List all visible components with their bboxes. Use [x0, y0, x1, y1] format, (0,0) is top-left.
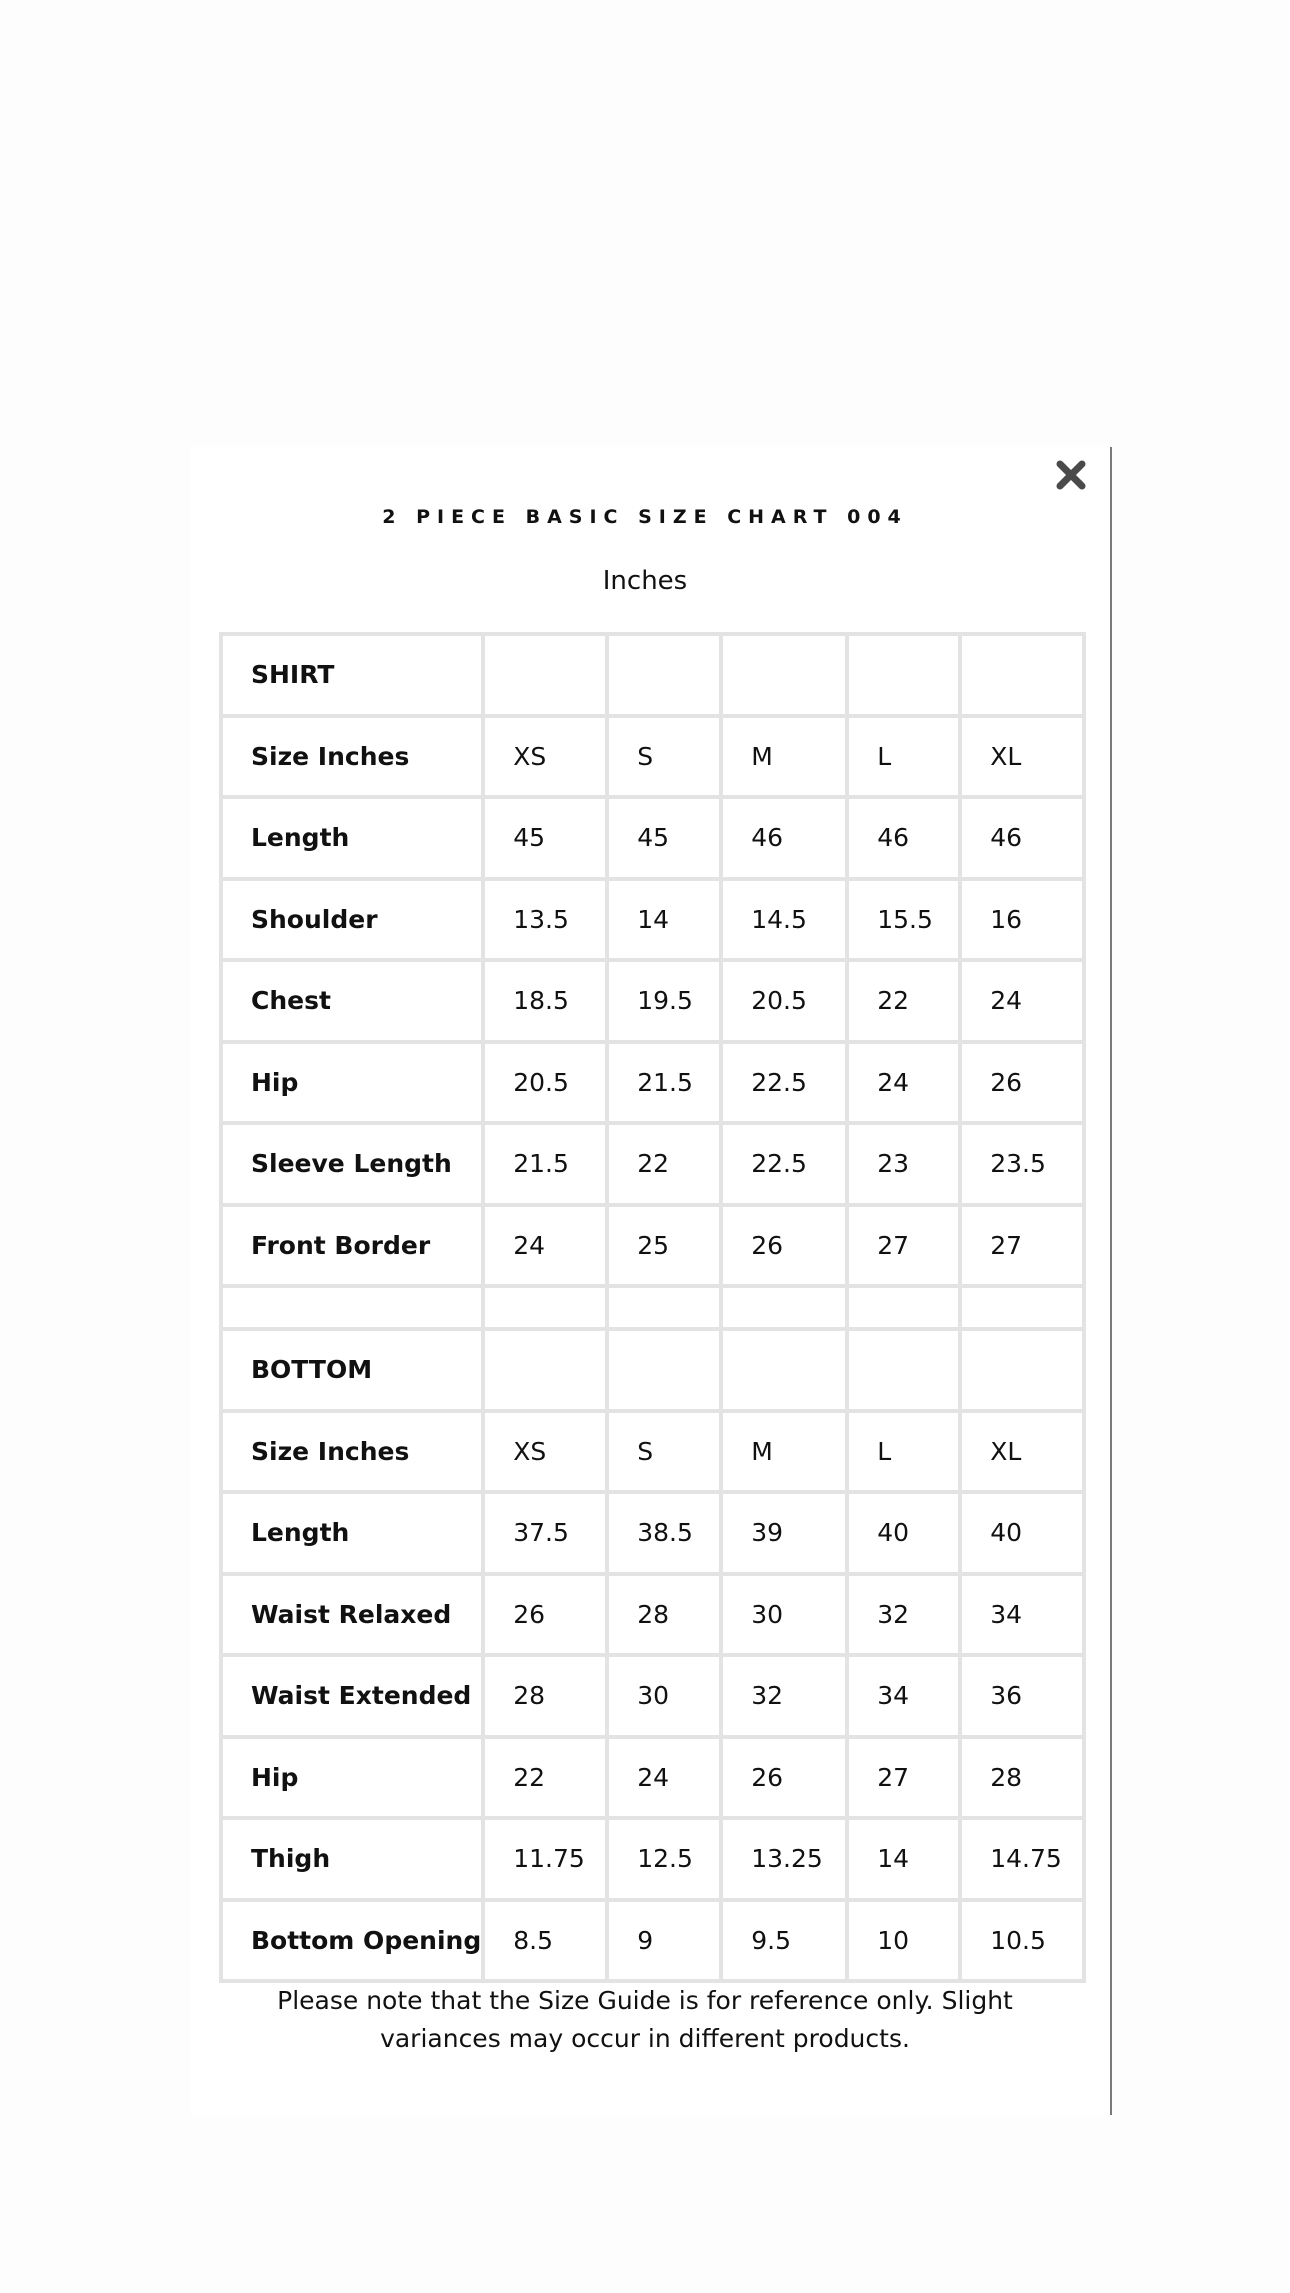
table-cell: 19.5 — [609, 962, 723, 1044]
table-cell: M — [723, 718, 849, 800]
empty-cell — [485, 636, 609, 718]
table-cell: 13.5 — [485, 881, 609, 963]
table-cell: 24 — [485, 1207, 609, 1289]
table-row — [223, 1657, 1086, 1739]
table-cell: L — [849, 718, 962, 800]
section-heading-row — [223, 1331, 1086, 1413]
row-label: Size Inches — [223, 1413, 485, 1495]
row-label: Bottom Opening — [223, 1902, 485, 1984]
table-cell: 14.5 — [723, 881, 849, 963]
row-label: Chest — [223, 962, 485, 1044]
table-cell: 27 — [962, 1207, 1086, 1289]
table-row — [223, 1902, 1086, 1984]
table-cell: 10 — [849, 1902, 962, 1984]
empty-cell — [609, 1331, 723, 1413]
table-cell: 26 — [485, 1576, 609, 1658]
table-cell: 32 — [723, 1657, 849, 1739]
size-guide-note: Please note that the Size Guide is for reference only. Slight variances may occur in different products. — [277, 1986, 1013, 2053]
table-cell: 8.5 — [485, 1902, 609, 1984]
table-cell: 40 — [849, 1494, 962, 1576]
table-cell: 34 — [962, 1576, 1086, 1658]
row-label: Length — [223, 1494, 485, 1576]
table-row — [223, 1044, 1086, 1126]
table-cell: 22.5 — [723, 1044, 849, 1126]
table-row — [223, 1413, 1086, 1495]
empty-cell — [485, 1331, 609, 1413]
empty-cell — [849, 1331, 962, 1413]
close-icon[interactable] — [1054, 458, 1088, 492]
table-row — [223, 799, 1086, 881]
modal-title: 2 PIECE BASIC SIZE CHART 004 — [382, 506, 908, 528]
table-cell: 18.5 — [485, 962, 609, 1044]
table-cell: 14.75 — [962, 1820, 1086, 1902]
size-chart-table — [219, 632, 1086, 1983]
table-cell: 14 — [609, 881, 723, 963]
table-cell: 20.5 — [485, 1044, 609, 1126]
table-cell: 23.5 — [962, 1125, 1086, 1207]
table-cell: 32 — [849, 1576, 962, 1658]
table-cell: 22 — [485, 1739, 609, 1821]
table-cell: 22 — [609, 1125, 723, 1207]
section-heading: BOTTOM — [223, 1331, 485, 1413]
table-cell: 24 — [609, 1739, 723, 1821]
table-cell: 28 — [962, 1739, 1086, 1821]
table-cell: 26 — [723, 1207, 849, 1289]
table-row — [223, 1125, 1086, 1207]
table-cell: 26 — [962, 1044, 1086, 1126]
empty-cell — [849, 636, 962, 718]
table-cell: 28 — [485, 1657, 609, 1739]
row-label: Hip — [223, 1044, 485, 1126]
table-row — [223, 1820, 1086, 1902]
table-cell: 10.5 — [962, 1902, 1086, 1984]
table-cell: 45 — [609, 799, 723, 881]
table-cell: 36 — [962, 1657, 1086, 1739]
table-row — [223, 1739, 1086, 1821]
table-cell: 40 — [962, 1494, 1086, 1576]
empty-cell — [223, 1288, 485, 1331]
table-cell: M — [723, 1413, 849, 1495]
table-cell: S — [609, 1413, 723, 1495]
table-cell: 9 — [609, 1902, 723, 1984]
table-cell: 46 — [723, 799, 849, 881]
table-cell: 24 — [962, 962, 1086, 1044]
row-label: Waist Relaxed — [223, 1576, 485, 1658]
table-cell: 21.5 — [609, 1044, 723, 1126]
table-cell: 12.5 — [609, 1820, 723, 1902]
table-cell: 27 — [849, 1207, 962, 1289]
table-cell: 16 — [962, 881, 1086, 963]
table-cell: 34 — [849, 1657, 962, 1739]
table-cell: S — [609, 718, 723, 800]
table-cell: 20.5 — [723, 962, 849, 1044]
table-cell: 24 — [849, 1044, 962, 1126]
row-label: Shoulder — [223, 881, 485, 963]
table-cell: 46 — [962, 799, 1086, 881]
unit-label: Inches — [602, 566, 688, 596]
empty-cell — [609, 636, 723, 718]
section-heading-row — [223, 636, 1086, 718]
table-cell: XS — [485, 1413, 609, 1495]
empty-cell — [962, 1331, 1086, 1413]
modal-scrollbar[interactable] — [1110, 447, 1112, 2115]
table-cell: L — [849, 1413, 962, 1495]
table-cell: 23 — [849, 1125, 962, 1207]
empty-cell — [962, 636, 1086, 718]
table-cell: 15.5 — [849, 881, 962, 963]
row-label: Hip — [223, 1739, 485, 1821]
table-cell: 14 — [849, 1820, 962, 1902]
table-cell: 39 — [723, 1494, 849, 1576]
table-cell: 45 — [485, 799, 609, 881]
table-cell: 37.5 — [485, 1494, 609, 1576]
table-cell: 25 — [609, 1207, 723, 1289]
row-label: Thigh — [223, 1820, 485, 1902]
table-cell: 22.5 — [723, 1125, 849, 1207]
table-row — [223, 1576, 1086, 1658]
table-cell: 13.25 — [723, 1820, 849, 1902]
table-cell: 30 — [723, 1576, 849, 1658]
table-row — [223, 881, 1086, 963]
table-cell: XS — [485, 718, 609, 800]
empty-cell — [723, 636, 849, 718]
empty-cell — [723, 1288, 849, 1331]
table-row — [223, 962, 1086, 1044]
row-label: Size Inches — [223, 718, 485, 800]
empty-cell — [609, 1288, 723, 1331]
row-label: Front Border — [223, 1207, 485, 1289]
table-cell: 46 — [849, 799, 962, 881]
table-cell: 26 — [723, 1739, 849, 1821]
row-label: Waist Extended — [223, 1657, 485, 1739]
table-cell: 11.75 — [485, 1820, 609, 1902]
table-cell: 22 — [849, 962, 962, 1044]
row-label: Length — [223, 799, 485, 881]
table-cell: 9.5 — [723, 1902, 849, 1984]
spacer-row — [223, 1288, 1086, 1331]
table-row — [223, 718, 1086, 800]
table-cell: 28 — [609, 1576, 723, 1658]
table-cell: 27 — [849, 1739, 962, 1821]
table-cell: XL — [962, 1413, 1086, 1495]
table-cell: 30 — [609, 1657, 723, 1739]
empty-cell — [849, 1288, 962, 1331]
table-cell: XL — [962, 718, 1086, 800]
section-heading: SHIRT — [223, 636, 485, 718]
table-row — [223, 1494, 1086, 1576]
table-row — [223, 1207, 1086, 1289]
empty-cell — [962, 1288, 1086, 1331]
empty-cell — [723, 1331, 849, 1413]
table-cell: 38.5 — [609, 1494, 723, 1576]
table-cell: 21.5 — [485, 1125, 609, 1207]
empty-cell — [485, 1288, 609, 1331]
row-label: Sleeve Length — [223, 1125, 485, 1207]
